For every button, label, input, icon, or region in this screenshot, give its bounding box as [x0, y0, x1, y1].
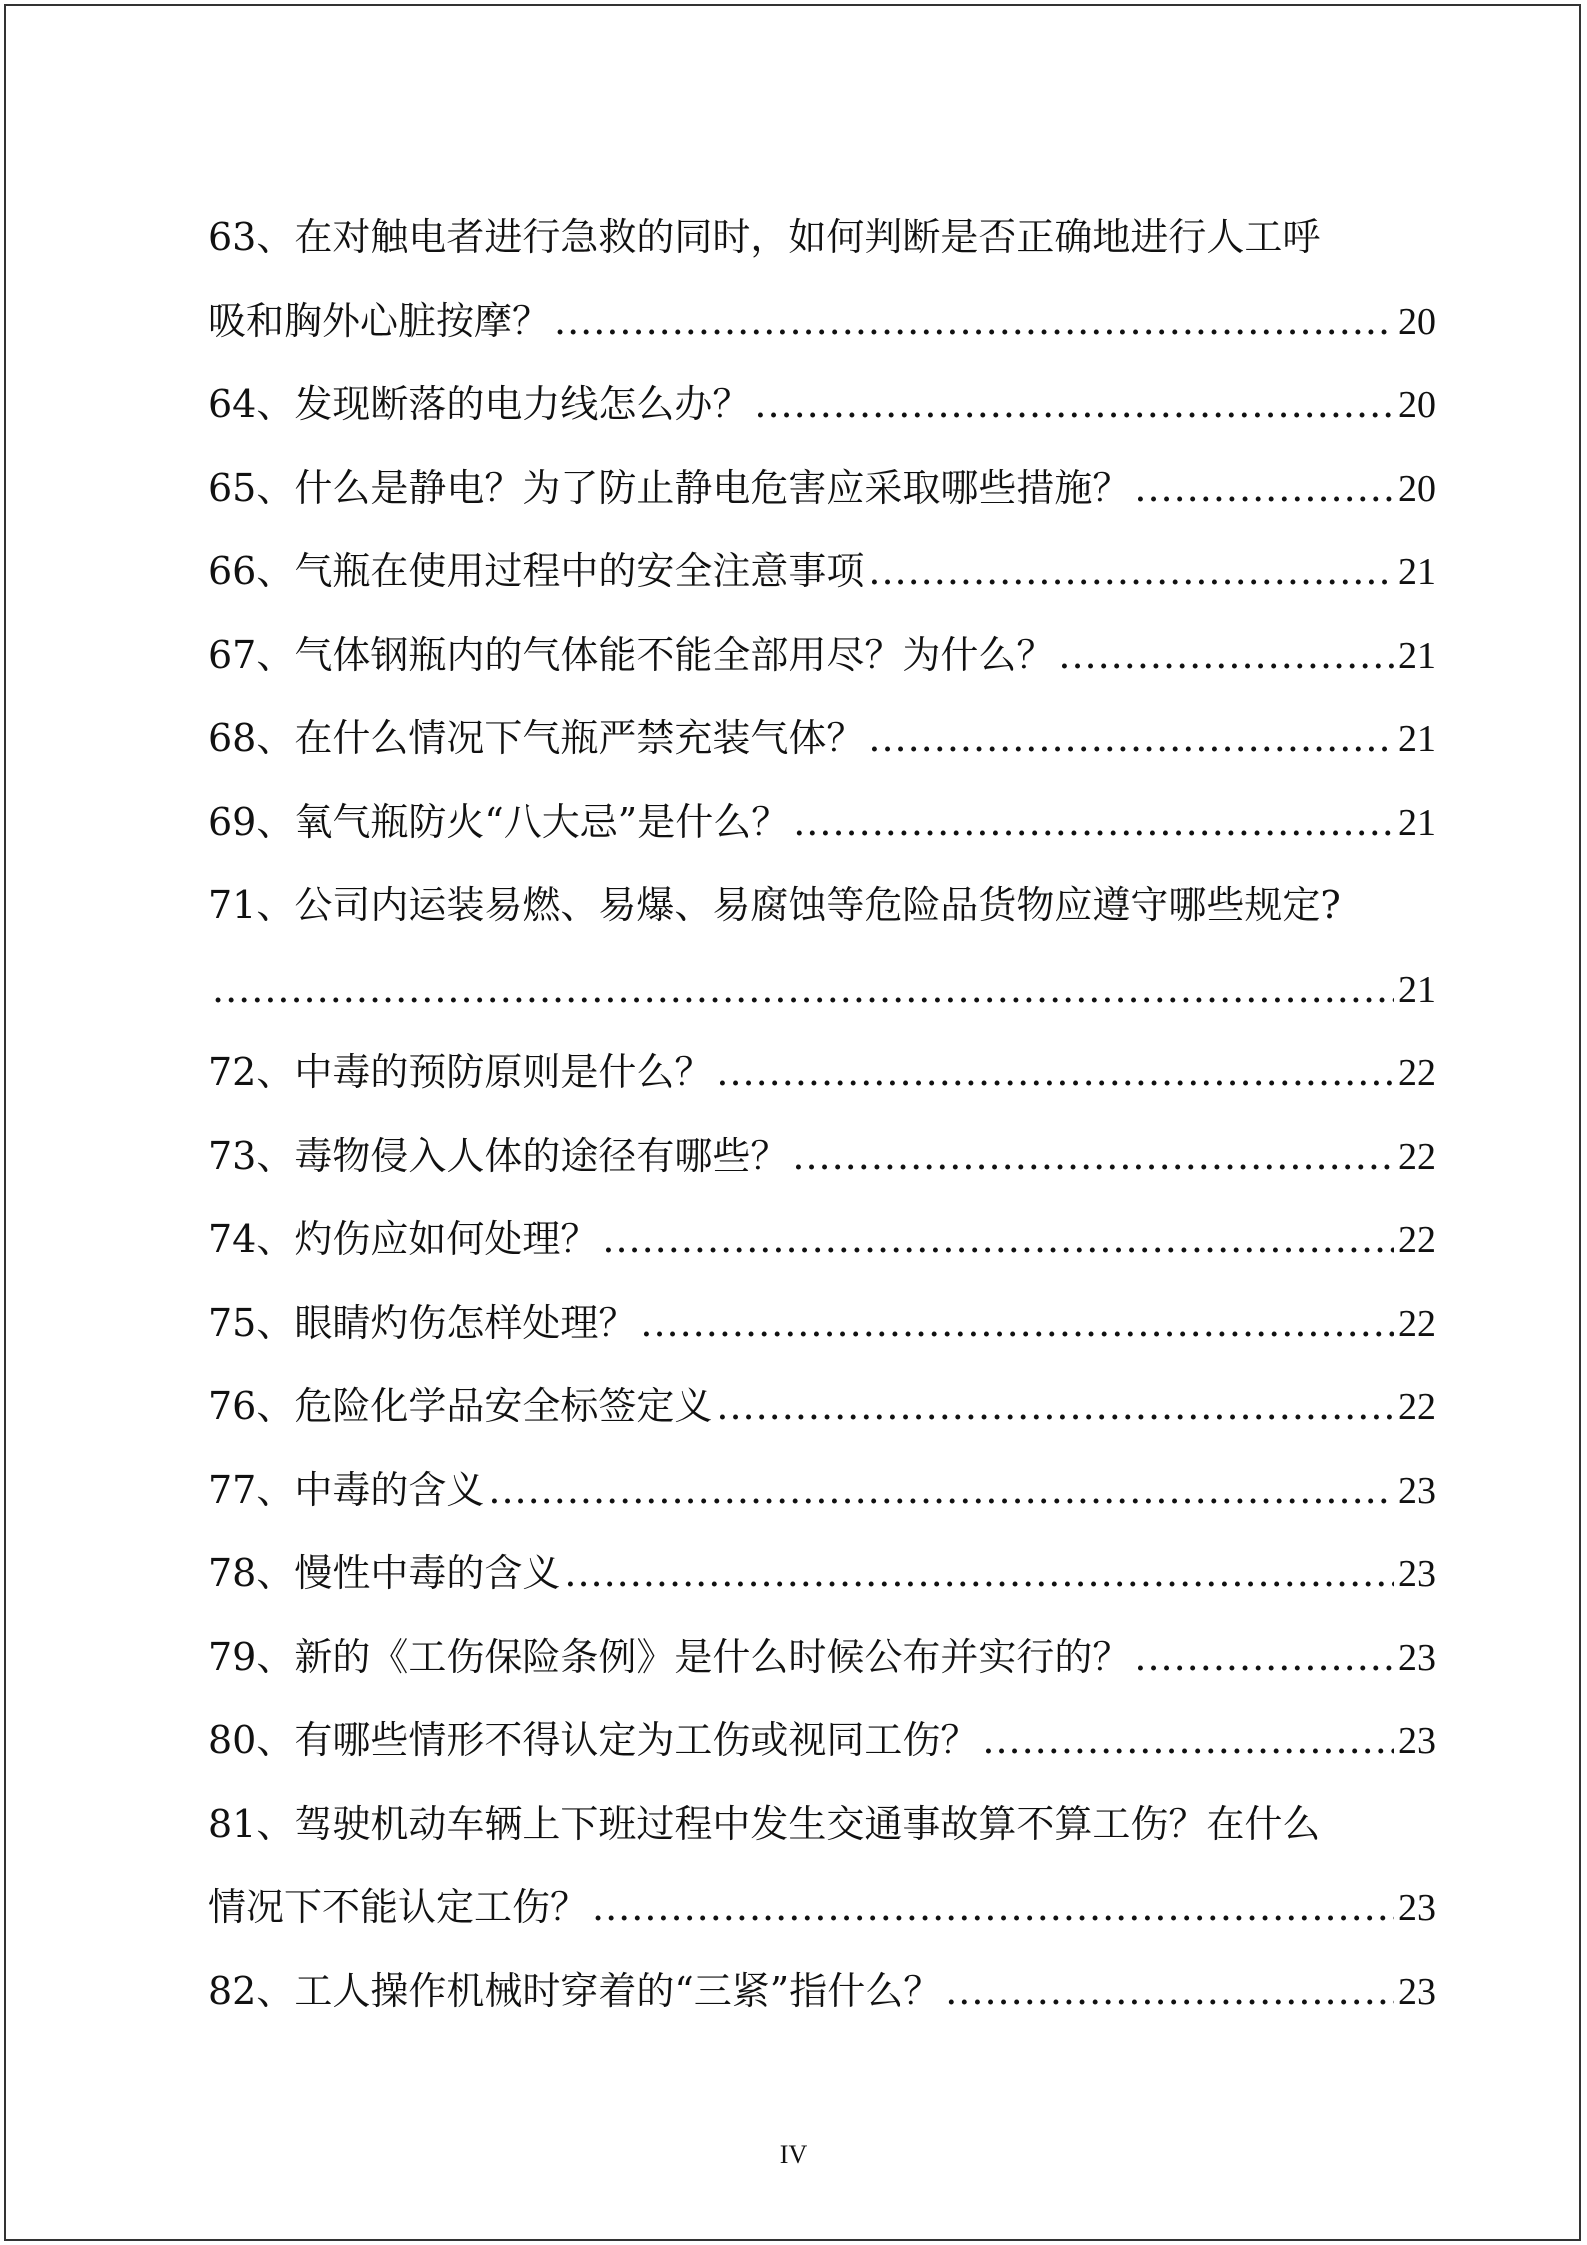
- toc-entry-title: 80、有哪些情形不得认定为工伤或视同工伤？: [208, 1718, 979, 1762]
- toc-dot-leader: [640, 1282, 1394, 1366]
- toc-entry[interactable]: [208, 530, 1436, 614]
- toc-dot-leader: [868, 530, 1394, 614]
- toc-page-number: 22: [1398, 1219, 1436, 1261]
- toc-page-number: 22: [1398, 1302, 1436, 1345]
- toc-entry-title: 69、氧气瓶防火“八大忌”是什么？: [208, 799, 790, 844]
- toc-entry-line: [208, 1115, 1436, 1199]
- toc-page-number: 21: [1398, 968, 1436, 1011]
- toc-dot-leader: [716, 1031, 1394, 1115]
- toc-page-number: 22: [1398, 1052, 1436, 1094]
- toc-entry[interactable]: [208, 1365, 1436, 1449]
- toc-entry[interactable]: [208, 447, 1436, 531]
- table-of-contents: [208, 196, 1436, 2033]
- toc-entry-line: [208, 1031, 1436, 1115]
- toc-entry[interactable]: [208, 1616, 1436, 1700]
- toc-entry[interactable]: [208, 781, 1436, 865]
- toc-dot-leader: [1058, 614, 1394, 698]
- toc-entry-title: 74、灼伤应如何处理？: [208, 1217, 599, 1261]
- toc-entry-line: [208, 697, 1436, 781]
- toc-dot-leader: [1134, 447, 1394, 531]
- toc-entry-title: 65、什么是静电？为了防止静电危害应采取哪些措施？: [208, 465, 1131, 510]
- toc-page-number: 21: [1398, 634, 1436, 677]
- toc-entry[interactable]: [208, 697, 1436, 781]
- toc-page-number: 23: [1398, 1469, 1436, 1512]
- toc-entry-title: 82、工人操作机械时穿着的“三紧”指什么？: [208, 1968, 942, 2013]
- toc-dot-leader: [1134, 1616, 1394, 1700]
- toc-page-number: 23: [1398, 1720, 1436, 1762]
- toc-entry-line: [208, 196, 1436, 280]
- toc-dot-leader: [793, 781, 1394, 865]
- toc-entry[interactable]: [208, 1532, 1436, 1616]
- toc-dot-leader: [792, 1115, 1394, 1199]
- toc-dot-leader: [564, 1532, 1394, 1616]
- toc-page-number: 21: [1398, 801, 1436, 844]
- toc-entry-title: 75、眼睛灼伤怎样处理？: [208, 1300, 637, 1345]
- toc-entry-line: [208, 1532, 1436, 1616]
- toc-entry[interactable]: [208, 363, 1436, 447]
- toc-entry[interactable]: [208, 864, 1436, 1031]
- toc-page-number: 22: [1398, 1386, 1436, 1428]
- toc-entry[interactable]: [208, 1783, 1436, 1950]
- toc-entry[interactable]: [208, 1449, 1436, 1533]
- toc-entry-title: 79、新的《工伤保险条例》是什么时候公布并实行的？: [208, 1634, 1131, 1679]
- toc-entry-title: 78、慢性中毒的含义: [208, 1551, 561, 1595]
- toc-entry[interactable]: [208, 1115, 1436, 1199]
- toc-entry-line: [208, 1616, 1436, 1700]
- toc-entry[interactable]: [208, 1198, 1436, 1282]
- toc-entry-line: [208, 280, 1436, 364]
- page-footer-number: IV: [779, 2140, 808, 2169]
- toc-entry[interactable]: [208, 1699, 1436, 1783]
- toc-entry[interactable]: [208, 614, 1436, 698]
- toc-page-number: 23: [1398, 1636, 1436, 1679]
- toc-page-number: 20: [1398, 384, 1436, 426]
- toc-entry-title: 81、驾驶机动车辆上下班过程中发生交通事故算不算工伤？在什么: [208, 1801, 1321, 1846]
- toc-page-number: 23: [1398, 1970, 1436, 2013]
- toc-page-number: 22: [1398, 1135, 1436, 1178]
- toc-entry-title: 情况下不能认定工伤？: [208, 1885, 589, 1929]
- toc-entry[interactable]: [208, 1031, 1436, 1115]
- toc-entry-line: [208, 1783, 1436, 1867]
- toc-entry-title: 73、毒物侵入人体的途径有哪些？: [208, 1133, 789, 1178]
- toc-dot-leader: [716, 1365, 1394, 1449]
- toc-page-number: 21: [1398, 718, 1436, 760]
- toc-page-number: 20: [1398, 300, 1436, 343]
- toc-entry-line: [208, 363, 1436, 447]
- toc-page-number: 23: [1398, 1553, 1436, 1595]
- toc-entry-title: 71、公司内运装易燃、易爆、易腐蚀等危险品货物应遵守哪些规定?: [208, 883, 1341, 927]
- toc-entry-line: [208, 781, 1436, 865]
- toc-page-number: 23: [1398, 1887, 1436, 1929]
- toc-entry-line: [208, 864, 1436, 948]
- toc-entry-title: 67、气体钢瓶内的气体能不能全部用尽？为什么？: [208, 632, 1055, 677]
- toc-entry-line: [208, 614, 1436, 698]
- toc-entry-title: 64、发现断落的电力线怎么办？: [208, 382, 751, 426]
- toc-dot-leader: [212, 948, 1394, 1032]
- toc-entry[interactable]: [208, 1950, 1436, 2034]
- toc-dot-leader: [488, 1449, 1394, 1533]
- toc-entry-title: 吸和胸外心脏按摩？: [208, 298, 551, 343]
- toc-entry-title: 72、中毒的预防原则是什么？: [208, 1050, 713, 1094]
- toc-entry-line: [208, 1699, 1436, 1783]
- toc-entry-line: [208, 1449, 1436, 1533]
- toc-entry-line: [208, 530, 1436, 614]
- toc-entry-title: 66、气瓶在使用过程中的安全注意事项: [208, 549, 865, 593]
- toc-dot-leader: [868, 697, 1394, 781]
- toc-entry-line: [208, 1950, 1436, 2034]
- toc-dot-leader: [554, 280, 1394, 364]
- toc-entry-line: [208, 1365, 1436, 1449]
- toc-dot-leader: [754, 363, 1394, 447]
- toc-entry-title: 76、危险化学品安全标签定义: [208, 1384, 713, 1428]
- toc-entry-title: 77、中毒的含义: [208, 1467, 485, 1512]
- toc-entry-line: [208, 1866, 1436, 1950]
- toc-entry-line: [208, 447, 1436, 531]
- toc-dot-leader: [945, 1950, 1394, 2034]
- toc-entry-line: [208, 1198, 1436, 1282]
- toc-entry-title: 68、在什么情况下气瓶严禁充装气体？: [208, 716, 865, 760]
- toc-entry-title: 63、在对触电者进行急救的同时，如何判断是否正确地进行人工呼: [208, 215, 1321, 259]
- toc-dot-leader: [602, 1198, 1394, 1282]
- toc-page-number: 20: [1398, 467, 1436, 510]
- toc-entry-line: [208, 948, 1436, 1032]
- toc-page-number: 21: [1398, 551, 1436, 593]
- toc-entry-line: [208, 1282, 1436, 1366]
- toc-entry[interactable]: [208, 1282, 1436, 1366]
- toc-dot-leader: [592, 1866, 1394, 1950]
- toc-dot-leader: [982, 1699, 1394, 1783]
- toc-entry[interactable]: [208, 196, 1436, 363]
